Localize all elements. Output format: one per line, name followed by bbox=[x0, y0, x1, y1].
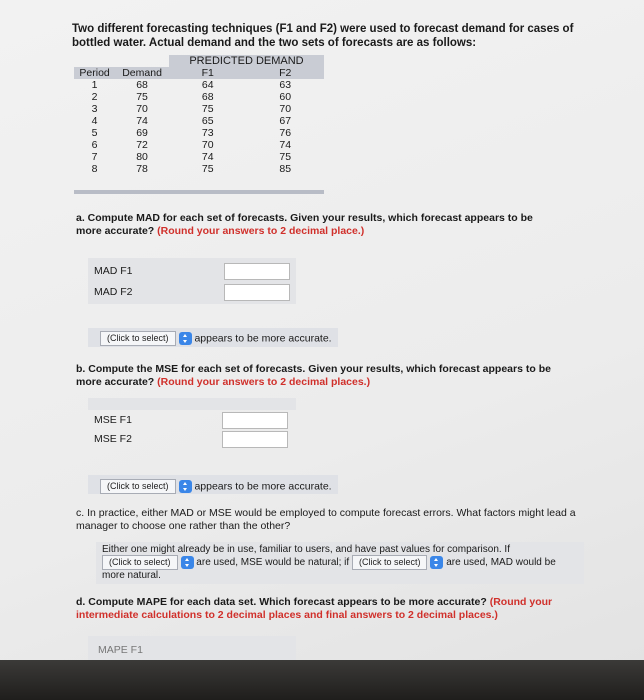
mse-f1-input[interactable] bbox=[222, 412, 288, 429]
col-demand: Demand bbox=[122, 67, 162, 79]
question-b-note: (Round your answers to 2 decimal places.) bbox=[157, 376, 371, 388]
col-period: Period bbox=[79, 67, 110, 79]
table-row: 8 78 75 85 bbox=[91, 163, 292, 175]
select-arrows-icon[interactable] bbox=[179, 480, 192, 493]
table-row: 4 74 65 67 bbox=[91, 115, 292, 127]
mse-f2-label: MSE F2 bbox=[94, 433, 132, 445]
question-d: d. Compute MAPE for each data set. Which forecast appears to be more accurate? (Round your intermediate calculations to 2 decimal places and final answers to 2 decimal places.) bbox=[76, 596, 553, 621]
table-row: 6 72 70 74 bbox=[91, 139, 292, 151]
table-row: 3 70 75 70 bbox=[91, 103, 292, 115]
mse-forecast-select[interactable]: (Click to select) bbox=[100, 479, 176, 494]
table-row: 5 69 73 76 bbox=[91, 127, 292, 139]
factor-select-2[interactable]: (Click to select) bbox=[352, 555, 428, 570]
question-a-note: (Round your answers to 2 decimal place.) bbox=[157, 225, 365, 237]
col-f2: F2 bbox=[279, 67, 292, 79]
demand-table bbox=[74, 55, 324, 175]
mad-f1-input[interactable] bbox=[224, 263, 290, 280]
question-c-line2: (Click to select) are used, MSE would be natural; if (Click to select) are used, MAD would be bbox=[102, 555, 556, 570]
select-arrows-icon[interactable] bbox=[430, 556, 443, 569]
question-b: b. Compute the MSE for each set of forecasts. Given your results, which forecast appears to be more accurate? (Round your answers to 2 decimal places.) bbox=[76, 363, 551, 388]
col-f1: F1 bbox=[201, 67, 214, 79]
mad-f1-label: MAD F1 bbox=[94, 265, 133, 277]
mad-select-row: (Click to select) appears to be more accurate. bbox=[100, 331, 332, 346]
mad-f2-input[interactable] bbox=[224, 284, 290, 301]
mse-f2-input[interactable] bbox=[222, 431, 288, 448]
mape-f1-label: MAPE F1 bbox=[98, 644, 143, 656]
question-a: a. Compute MAD for each set of forecasts. Given your results, which forecast appears to be more accurate? (Round your answers to 2 decimal place.) bbox=[76, 212, 533, 237]
factor-select-1[interactable]: (Click to select) bbox=[102, 555, 178, 570]
mad-forecast-select[interactable]: (Click to select) bbox=[100, 331, 176, 346]
screen-bezel bbox=[0, 660, 644, 700]
table-row: 1 68 64 63 bbox=[91, 79, 292, 91]
mse-panel-header bbox=[88, 398, 296, 410]
select-arrows-icon[interactable] bbox=[181, 556, 194, 569]
question-d-note: (Round your intermediate calculations to 2 decimal places and final answers to 2 decimal places.) bbox=[76, 596, 553, 621]
question-c: c. In practice, either MAD or MSE would be employed to compute forecast errors. What factors might lead a manager to choose one rather than the other? bbox=[76, 507, 576, 532]
mse-select-row: (Click to select) appears to be more accurate. bbox=[100, 479, 332, 494]
mse-f1-label: MSE F1 bbox=[94, 414, 132, 426]
problem-intro: Two different forecasting techniques (F1 and F2) were used to forecast demand for cases of bottled water. Actual demand and the two sets of forecasts are as follows: bbox=[72, 23, 574, 49]
table-divider bbox=[74, 190, 324, 194]
select-arrows-icon[interactable] bbox=[179, 332, 192, 345]
question-c-line3: more natural. bbox=[102, 570, 161, 581]
table-row: 7 80 74 75 bbox=[91, 151, 292, 163]
question-c-line1: Either one might already be in use, familiar to users, and have past values for comparison. If bbox=[102, 544, 510, 555]
mad-f2-label: MAD F2 bbox=[94, 286, 133, 298]
table-row: 2 75 68 60 bbox=[91, 91, 292, 103]
predicted-demand-header: PREDICTED DEMAND bbox=[169, 55, 324, 67]
